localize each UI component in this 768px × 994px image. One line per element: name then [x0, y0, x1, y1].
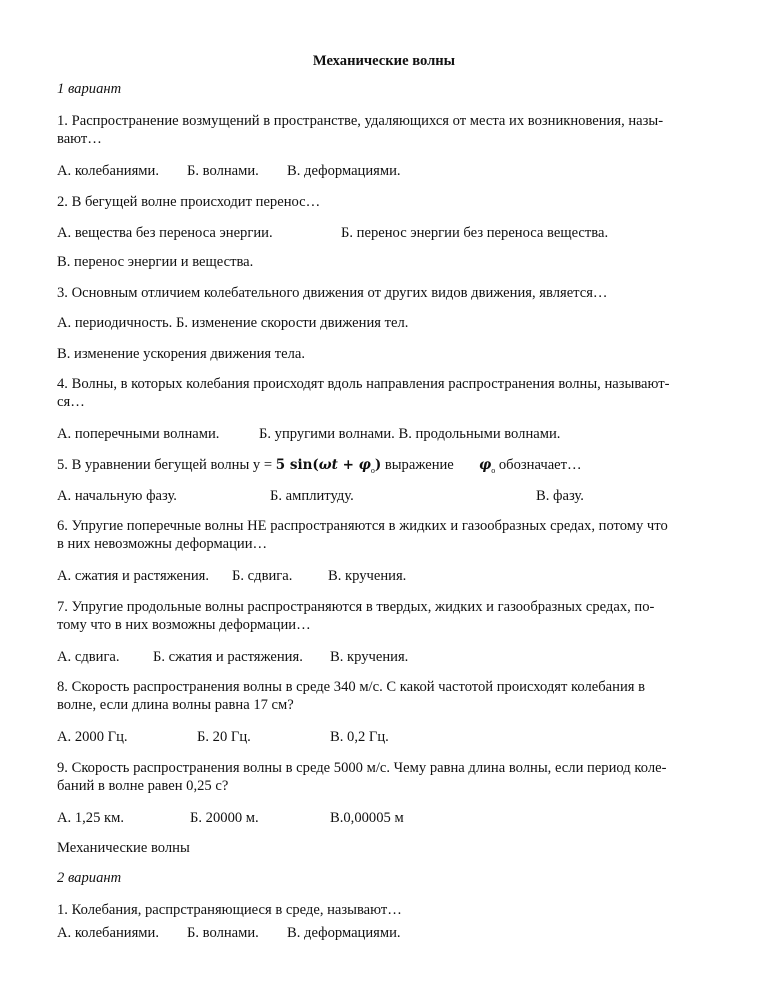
- question-8-text-line-2: волне, если длина волны равна 17 см?: [57, 697, 294, 713]
- question-8-option-a: А. 2000 Гц.: [57, 729, 128, 745]
- question-9-option-c: В.0,00005 м: [330, 810, 404, 826]
- question-4-text-line-2: ся…: [57, 394, 85, 410]
- question-5-symbol-group: [479, 456, 582, 480]
- question-6-option-a: А. сжатия и растяжения.: [57, 568, 210, 584]
- question-9-option-b: Б. 20000 м.: [190, 810, 259, 826]
- question-2-text: 2. В бегущей волне происходит перенос…: [57, 194, 321, 210]
- section-title-2: Механические волны: [57, 840, 190, 856]
- question-7-option-a: А. сдвига.: [57, 649, 120, 665]
- question-9-text-line-2: баний в волне равен 0,25 с?: [57, 778, 229, 794]
- question-5-prefix: 5. В уравнении бегущей волны y =: [57, 457, 276, 473]
- variant-2-heading: 2 вариант: [57, 870, 122, 886]
- question-7-text-line-2: тому что в них возможны деформации…: [57, 617, 311, 633]
- page-title: Механические волны: [312, 53, 456, 69]
- question-6-text-line-1: 6. Упругие поперечные волны НЕ распространяются в жидких и газообразных средах, потому что: [57, 518, 668, 534]
- question-8-text-line-1: 8. Скорость распространения волны в среде 340 м/с. С какой частотой происходят колебания в: [57, 679, 646, 695]
- question-5-text: [57, 456, 454, 480]
- question-9-text-line-1: 9. Скорость распространения волны в среде 5000 м/с. Чему равна длина волны, если период коле-: [57, 760, 667, 776]
- variant-2-question-1-option-c: В. деформациями.: [287, 925, 401, 941]
- formula-amplitude: 5 sin: [275, 457, 313, 473]
- question-5-suffix: обозначает…: [495, 457, 582, 473]
- question-1-option-b: Б. волнами.: [187, 163, 259, 179]
- question-5-mid: выражение: [381, 457, 454, 473]
- question-3-options-a-b: А. периодичность. Б. изменение скорости движения тел.: [57, 315, 409, 331]
- question-5-option-b: Б. амплитуду.: [270, 488, 354, 504]
- phase-symbol-subscript: o: [491, 465, 496, 475]
- formula-subscript: o: [370, 465, 375, 475]
- question-6-option-b: Б. сдвига.: [232, 568, 293, 584]
- question-7-option-b: Б. сжатия и растяжения.: [153, 649, 303, 665]
- question-7-option-c: В. кручения.: [330, 649, 409, 665]
- question-2-option-a: А. вещества без переноса энергии.: [57, 225, 273, 241]
- question-7-text-line-1: 7. Упругие продольные волны распространяются в твердых, жидких и газообразных средах, по-: [57, 599, 655, 615]
- variant-2-question-1-option-a: А. колебаниями.: [57, 925, 159, 941]
- variant-2-question-1-option-b: Б. волнами.: [187, 925, 259, 941]
- question-3-text: 3. Основным отличием колебательного движения от других видов движения, является…: [57, 285, 608, 301]
- question-4-option-a: А. поперечными волнами.: [57, 426, 220, 442]
- question-3-option-c: В. изменение ускорения движения тела.: [57, 346, 306, 362]
- question-8-option-b: Б. 20 Гц.: [197, 729, 251, 745]
- formula-argument: ωt + φ: [318, 457, 371, 473]
- phase-symbol: φ: [479, 457, 492, 473]
- question-1-text-line-1: 1. Распространение возмущений в пространстве, удаляющихся от места их возникновения, назы-: [57, 113, 664, 129]
- question-9-option-a: А. 1,25 км.: [57, 810, 124, 826]
- question-4-text-line-1: 4. Волны, в которых колебания происходят вдоль направления распространения волны, называют-: [57, 376, 670, 392]
- question-5-option-c: В. фазу.: [536, 488, 584, 504]
- question-6-option-c: В. кручения.: [328, 568, 407, 584]
- formula-open-paren: (: [312, 457, 319, 473]
- variant-2-question-1-text: 1. Колебания, распрстраняющиеся в среде, называют…: [57, 902, 402, 918]
- variant-1-heading: 1 вариант: [57, 81, 122, 97]
- question-8-option-c: В. 0,2 Гц.: [330, 729, 389, 745]
- question-1-option-a: А. колебаниями.: [57, 163, 159, 179]
- question-5-option-a: А. начальную фазу.: [57, 488, 177, 504]
- question-6-text-line-2: в них невозможны деформации…: [57, 536, 268, 552]
- question-2-option-b: Б. перенос энергии без переноса вещества.: [341, 225, 609, 241]
- question-2-option-c: В. перенос энергии и вещества.: [57, 254, 254, 270]
- formula-close-paren: ): [374, 457, 382, 473]
- question-1-text-line-2: вают…: [57, 131, 102, 147]
- question-1-option-c: В. деформациями.: [287, 163, 401, 179]
- question-4-options-b-c: Б. упругими волнами. В. продольными волнами.: [259, 426, 561, 442]
